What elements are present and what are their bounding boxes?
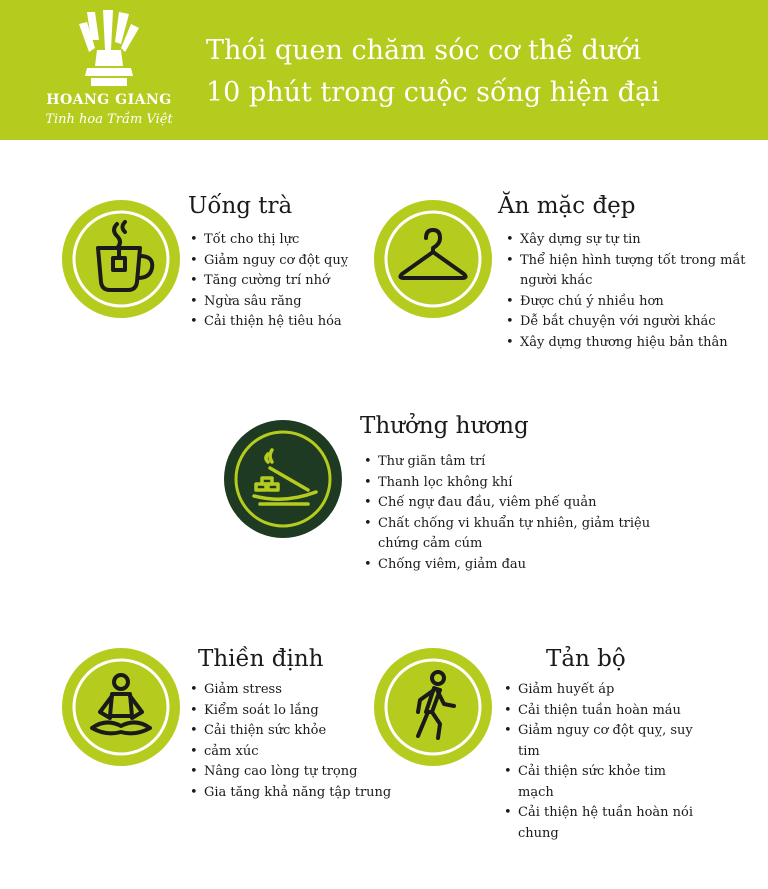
list-item: • Cải thiện hệ tiêu hóa [190,312,380,333]
list-item: • Chế ngự đau đầu, viêm phế quản [364,493,694,514]
list-item: • Giảm huyết áp [504,680,704,701]
list-item: • Thư giãn tâm trí [364,452,694,473]
page-title-line-1: Thói quen chăm sóc cơ thể dưới [206,35,642,66]
tea-icon-circle [62,200,180,318]
dress-title: Ăn mặc đẹp [498,193,636,219]
tree-logo-icon [77,10,141,88]
list-item: • Giảm nguy cơ đột quỵ, suy tim [504,721,704,762]
list-item: • Tăng cường trí nhớ [190,271,380,292]
list-item: • Giảm nguy cơ đột quỵ [190,251,380,272]
page-title [206,30,746,114]
incense-icon [224,420,342,538]
incense-title: Thưởng hương [360,413,529,439]
list-item: • Nâng cao lòng tự trọng [190,762,430,783]
incense-icon-circle [224,420,342,538]
list-item: • Thể hiện hình tượng tốt trong mắt người khác [506,251,756,292]
list-item: • Ngừa sâu răng [190,292,380,313]
list-item: • cảm xúc [190,742,430,763]
list-item: • Chống viêm, giảm đau [364,555,694,576]
list-item: • Xây dựng thương hiệu bản thân [506,333,756,354]
list-item: • Cải thiện tuần hoàn máu [504,701,704,722]
list-item: • Chất chống vi khuẩn tự nhiên, giảm triệu chứng cảm cúm [364,514,694,555]
walking-icon [374,648,492,766]
brand-name: HOANG GIANG [46,92,172,108]
tea-benefits-list [190,230,380,333]
incense-benefits-list [364,452,694,575]
brand-logo [44,10,174,130]
walk-title: Tản bộ [546,646,626,672]
list-item: • Dễ bắt chuyện với người khác [506,312,756,333]
list-item: • Cải thiện sức khỏe [190,721,430,742]
meditation-icon-circle [62,648,180,766]
header-banner [0,0,768,140]
walk-benefits-list [504,680,704,844]
list-item: • Cải thiện hệ tuần hoàn nói chung [504,803,704,844]
dress-benefits-list [506,230,756,353]
list-item: • Được chú ý nhiều hơn [506,292,756,313]
hanger-icon [374,200,492,318]
list-item: • Kiểm soát lo lắng [190,701,430,722]
list-item: • Gia tăng khả năng tập trung [190,783,430,804]
list-item: • Xây dựng sự tự tin [506,230,756,251]
brand-tagline: Tinh hoa Trầm Việt [45,112,173,127]
list-item: • Cải thiện sức khỏe tim mạch [504,762,704,803]
list-item: • Giảm stress [190,680,430,701]
tea-title: Uống trà [188,193,293,219]
page-title-line-2: 10 phút trong cuộc sống hiện đại [206,77,660,108]
tea-cup-icon [62,200,180,318]
meditation-icon [62,648,180,766]
walk-icon-circle [374,648,492,766]
meditation-title: Thiền định [198,646,324,672]
list-item: • Tốt cho thị lực [190,230,380,251]
list-item: • Thanh lọc không khí [364,473,694,494]
dress-icon-circle [374,200,492,318]
